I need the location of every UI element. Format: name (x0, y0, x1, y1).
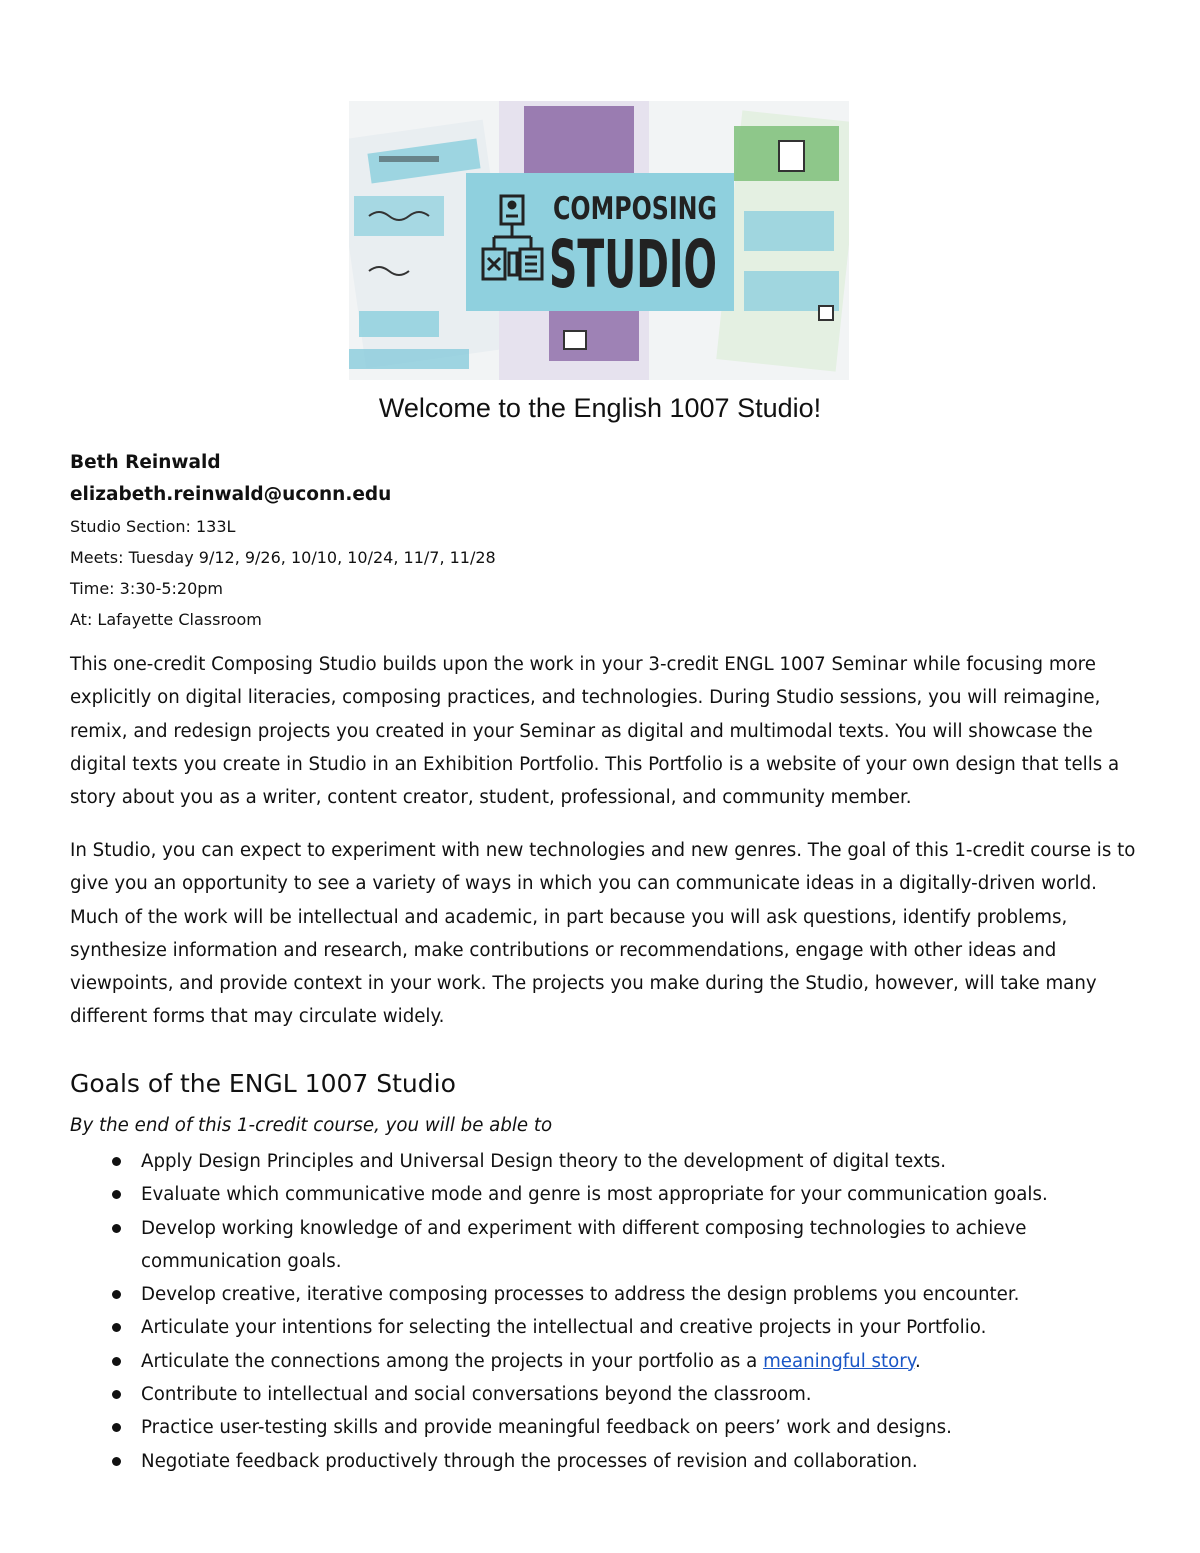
studio-expectations-paragraph: In Studio, you can expect to experiment with new technologies and new genres. The goal of this 1-credit course is to give you an opportunity to see a variety of ways in which you can communicate ideas in a digitally-driven world. Much of the work will be intellectual and academic, in part because you will ask questions, identify problems, synthesize information and research, make contributions or recommendations, engage with other ideas and viewpoints, and provide context in your work. The projects you make during the Studio, however, will take many different forms that may circulate widely. (70, 840, 1136, 1028)
goal-text: Negotiate feedback productively through the processes of revision and collaboration. (141, 1450, 918, 1472)
list-item (70, 1212, 1130, 1279)
goal-text: Apply Design Principles and Universal Design theory to the development of digital texts. (141, 1151, 947, 1172)
bullet-icon (112, 1290, 121, 1299)
list-item (70, 1178, 1130, 1211)
contact-block (70, 447, 496, 635)
bullet-icon (112, 1457, 121, 1466)
logo-line-composing: COMPOSING (553, 191, 717, 227)
goals-intro: By the end of this 1-credit course, you will be able to (70, 1115, 553, 1136)
studio-section: Studio Section: 133L (70, 517, 236, 536)
bullet-icon (112, 1423, 121, 1432)
meeting-dates: Meets: Tuesday 9/12, 9/26, 10/10, 10/24, 11/7, 11/28 (70, 548, 496, 567)
bullet-icon (112, 1323, 121, 1332)
list-item (70, 1345, 1130, 1378)
list-item (70, 1278, 1130, 1311)
bullet-icon (112, 1224, 121, 1233)
meeting-time: Time: 3:30-5:20pm (70, 579, 224, 598)
meeting-location: At: Lafayette Classroom (70, 610, 262, 629)
meaningful-story-link[interactable]: meaningful story (763, 1350, 915, 1372)
goal-text: Contribute to intellectual and social conversations beyond the classroom. (141, 1384, 812, 1406)
welcome-title: Welcome to the English 1007 Studio! (378, 393, 822, 423)
list-item (70, 1311, 1130, 1344)
goal-text: Develop creative, iterative composing processes to address the design problems you encounter. (141, 1284, 1020, 1306)
bullet-icon (112, 1190, 121, 1199)
bullet-icon (112, 1157, 121, 1166)
goal-text: Articulate the connections among the projects in your portfolio as a (141, 1350, 764, 1372)
bullet-icon (112, 1390, 121, 1399)
intro-paragraph: This one-credit Composing Studio builds upon the work in your 3-credit ENGL 1007 Seminar while focusing more explicitly on digital literacies, composing practices, and technologies. During Studio sessions, you will reimagine, remix, and redesign projects you created in your Seminar as digital and multimodal texts. You will showcase the digital texts you create in Studio in an Exhibition Portfolio. This Portfolio is a website of your own design that tells a story about you as a writer, content creator, student, professional, and community member. (70, 654, 1120, 809)
instructor-name: Beth Reinwald (70, 452, 221, 473)
goal-text: Articulate your intentions for selecting the intellectual and creative projects in your Portfolio. (141, 1317, 987, 1339)
composing-studio-logo (466, 173, 734, 311)
wireframe-sketch-right (716, 110, 849, 371)
list-item (70, 1445, 1130, 1478)
banner-illustration (349, 101, 849, 380)
composing-studio-banner (349, 101, 849, 380)
logo-line-studio: STUDIO (549, 226, 717, 303)
goals-heading: Goals of the ENGL 1007 Studio (70, 1069, 456, 1098)
goal-text-end: . (914, 1350, 921, 1372)
instructor-email: elizabeth.reinwald@uconn.edu (70, 484, 392, 505)
list-item (70, 1145, 1130, 1178)
goals-list (70, 1145, 1130, 1478)
goal-text: Evaluate which communicative mode and genre is most appropriate for your communication goals. (141, 1184, 1048, 1206)
goal-text: Practice user-testing skills and provide meaningful feedback on peers’ work and designs. (141, 1417, 952, 1439)
list-item (70, 1378, 1130, 1411)
goal-text: Develop working knowledge of and experiment with different composing technologies to achieve communication goals. (141, 1217, 1027, 1272)
bullet-icon (112, 1357, 121, 1366)
list-item (70, 1411, 1130, 1444)
